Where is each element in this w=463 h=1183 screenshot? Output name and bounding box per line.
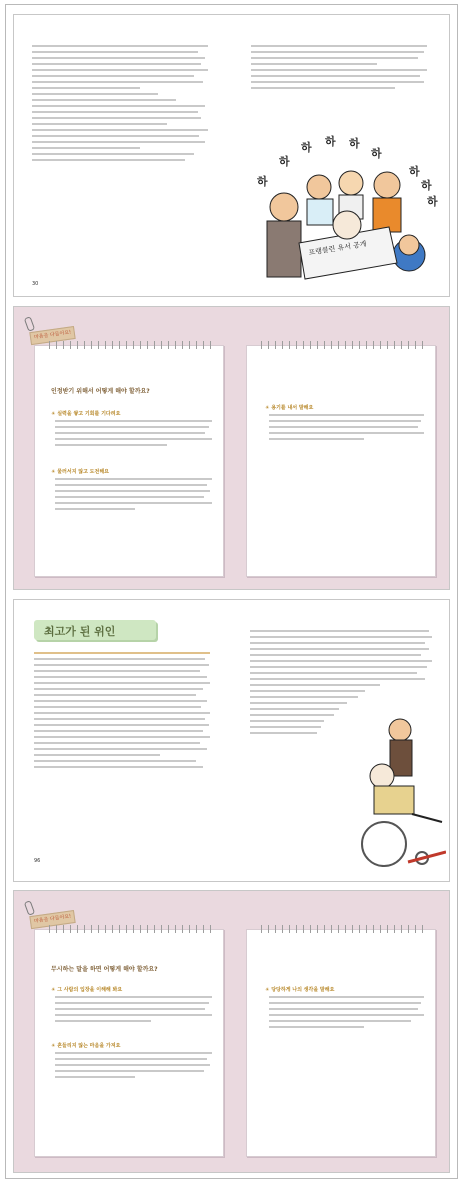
laugh-label: 하	[301, 141, 312, 154]
section-text	[269, 996, 427, 1032]
right-page-text	[251, 45, 431, 93]
page-number: 96	[34, 858, 41, 864]
section-text	[55, 478, 215, 514]
laugh-label: 하	[257, 175, 268, 188]
paper-clip-icon	[24, 316, 35, 332]
laugh-label: 하	[409, 165, 420, 178]
section-heading: ☀ 실력을 쌓고 기회를 기다려요	[51, 411, 121, 417]
left-page-text	[32, 45, 212, 165]
right-notepad	[246, 345, 436, 577]
activity-tag: 마음을 다듬어요!	[29, 326, 76, 345]
section-heading: ☀ 당당하게 나의 생각을 말해요	[265, 987, 335, 993]
section-heading: ☀ 용기를 내서 말해요	[265, 405, 314, 411]
section-heading: ☀ 그 사람의 입장을 이해해 봐요	[51, 987, 123, 993]
activity-tag: 마음을 다듬어요!	[29, 910, 76, 929]
book-spread-2	[13, 306, 450, 590]
section-title: 최고가 된 위인	[44, 625, 116, 638]
spiral-rings	[45, 341, 213, 349]
left-notepad	[34, 929, 224, 1157]
spiral-rings	[257, 341, 425, 349]
laughing-crowd-illustration	[239, 115, 444, 290]
activity-question: 인정받기 위해서 어떻게 해야 할까요?	[51, 388, 150, 395]
section-title-box	[34, 620, 156, 640]
book-spread-1	[13, 14, 450, 297]
laugh-label: 하	[279, 155, 290, 168]
laugh-label: 하	[421, 179, 432, 192]
section-text	[269, 414, 427, 444]
page-number: 30	[32, 281, 39, 287]
book-spread-4	[13, 890, 450, 1173]
section-text	[55, 996, 215, 1026]
laugh-label: 하	[427, 195, 438, 208]
left-notepad	[34, 345, 224, 577]
spiral-rings	[257, 925, 425, 933]
newspaper-headline: 프랭클린 유서 공개	[308, 239, 368, 257]
wheelchair-illustration	[342, 712, 446, 872]
paper-clip-icon	[24, 900, 35, 916]
book-spread-3	[13, 599, 450, 882]
laugh-label: 하	[325, 135, 336, 148]
laugh-label: 하	[371, 147, 382, 160]
section-heading: ☀ 흔들리지 않는 마음을 가져요	[51, 1043, 121, 1049]
laugh-label: 하	[349, 137, 360, 150]
right-notepad	[246, 929, 436, 1157]
spiral-rings	[45, 925, 213, 933]
section-text	[55, 420, 215, 450]
section-heading: ☀ 물러서지 않고 도전해요	[51, 469, 110, 475]
activity-question: 무시하는 말을 하면 어떻게 해야 할까요?	[51, 966, 158, 973]
section-text	[55, 1052, 215, 1082]
left-page-text	[34, 652, 214, 772]
